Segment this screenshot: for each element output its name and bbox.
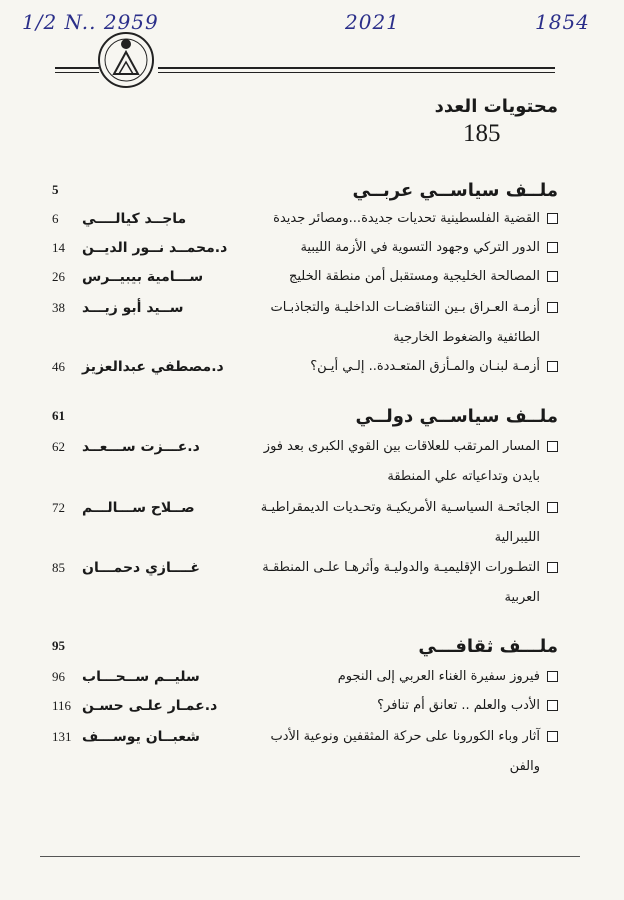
checkbox-icon — [547, 242, 558, 253]
entry-title: المصالحة الخليجية ومستقبل أمن منطقة الخليج — [288, 269, 540, 284]
page-title: محتويات العدد — [434, 96, 558, 117]
checkbox-icon — [547, 562, 558, 573]
section-header — [52, 180, 558, 204]
handwritten-year: 2021 — [345, 10, 400, 34]
entry-title: الأدب والعلم .. تعانق أم تنافر؟ — [377, 698, 540, 713]
header-rule-right-bottom — [158, 72, 555, 73]
entry-title: الدور التركي وجهود التسوية في الأزمة الليبية — [300, 240, 540, 255]
checkbox-icon — [547, 441, 558, 452]
entry-title-continued: الليبرالية — [494, 530, 540, 545]
entry-title: القضية الفلسطينية تحديات جديدة...ومصائر جديدة — [273, 211, 540, 226]
section-page: 95 — [52, 638, 65, 653]
section-title: ملــف سياســي دولــي — [355, 406, 558, 427]
header-rule-left-bottom — [55, 72, 99, 73]
entry-page: 85 — [52, 560, 65, 575]
entry-author: صــلاح ســـالـــم — [82, 500, 195, 516]
entry-author: د.مصطفي عبدالعزيز — [82, 359, 224, 375]
entry-title-continued: الطائفية والضغوط الخارجية — [393, 330, 540, 345]
entry-page: 6 — [52, 211, 59, 226]
header-rule-left — [55, 67, 99, 69]
checkbox-icon — [547, 700, 558, 711]
entry-title: فيروز سفيرة الغناء العربي إلى النجوم — [337, 669, 540, 684]
entry-page: 72 — [52, 500, 65, 515]
section-page: 5 — [52, 182, 59, 197]
handwritten-archive-number: 1/2 N.. 2959 — [22, 10, 159, 34]
entry-title-continued: بايدن وتداعياته علي المنطقة — [387, 469, 540, 484]
entry-author: د.محمــد نــور الديــن — [82, 240, 228, 256]
entry-title: أزمـة العـراق بـين التناقضـات الداخليـة والتجاذبـات — [270, 300, 540, 315]
entry-title: أزمـة لبنـان والمـأزق المتعـددة.. إلـي أيـن؟ — [310, 359, 540, 374]
entry-page: 26 — [52, 269, 65, 284]
entry-title-continued: والفن — [509, 759, 540, 774]
checkbox-icon — [547, 671, 558, 682]
section-page: 61 — [52, 408, 65, 423]
entry-page: 131 — [52, 729, 72, 744]
magazine-logo — [96, 30, 156, 90]
checkbox-icon — [547, 213, 558, 224]
section-header — [52, 406, 558, 430]
entry-author: غــــازي دحمـــان — [82, 560, 200, 576]
entry-page: 96 — [52, 669, 65, 684]
entry-author: ماجــد كيالــــي — [82, 211, 187, 227]
entry-title: المسار المرتقب للعلاقات بين القوي الكبرى بعد فوز — [263, 439, 540, 454]
entry-page: 46 — [52, 359, 65, 374]
section-title: ملـــف ثقافـــي — [418, 636, 558, 657]
entry-title: التطـورات الإقليميـة والدوليـة وأثرهـا علـى المنطقـة — [262, 560, 540, 575]
header-rule-right — [158, 67, 555, 69]
entry-title: آثار وباء الكورونا على حركة المثقفين ونوعية الأدب — [270, 729, 540, 744]
checkbox-icon — [547, 302, 558, 313]
checkbox-icon — [547, 731, 558, 742]
entry-page: 38 — [52, 300, 65, 315]
handwritten-catalog-number: 1854 — [535, 10, 590, 34]
entry-page: 116 — [52, 698, 72, 713]
entry-author: د.عـــزت ســـعــد — [82, 439, 200, 455]
entry-author: سليــم ســحـــاب — [82, 669, 200, 685]
entry-author: ســيد أبو زيـــد — [82, 300, 184, 316]
entry-page: 62 — [52, 439, 65, 454]
checkbox-icon — [547, 271, 558, 282]
entry-author: شعبــان يوســـف — [82, 729, 200, 745]
entry-author: ســـامية بيبيــرس — [82, 269, 204, 285]
entry-author: د.عمـار علـى حسـن — [82, 698, 218, 714]
entry-title: الجائحـة السياسـية الأمريكيـة وتحـديات الديمقراطيـة — [260, 500, 540, 515]
checkbox-icon — [547, 361, 558, 372]
section-header — [52, 636, 558, 660]
footer-rule — [40, 856, 580, 857]
issue-number: 185 — [463, 120, 501, 147]
entry-title-continued: العربية — [504, 590, 540, 605]
checkbox-icon — [547, 502, 558, 513]
section-title: ملــف سياســي عربــي — [352, 180, 558, 201]
entry-page: 14 — [52, 240, 65, 255]
